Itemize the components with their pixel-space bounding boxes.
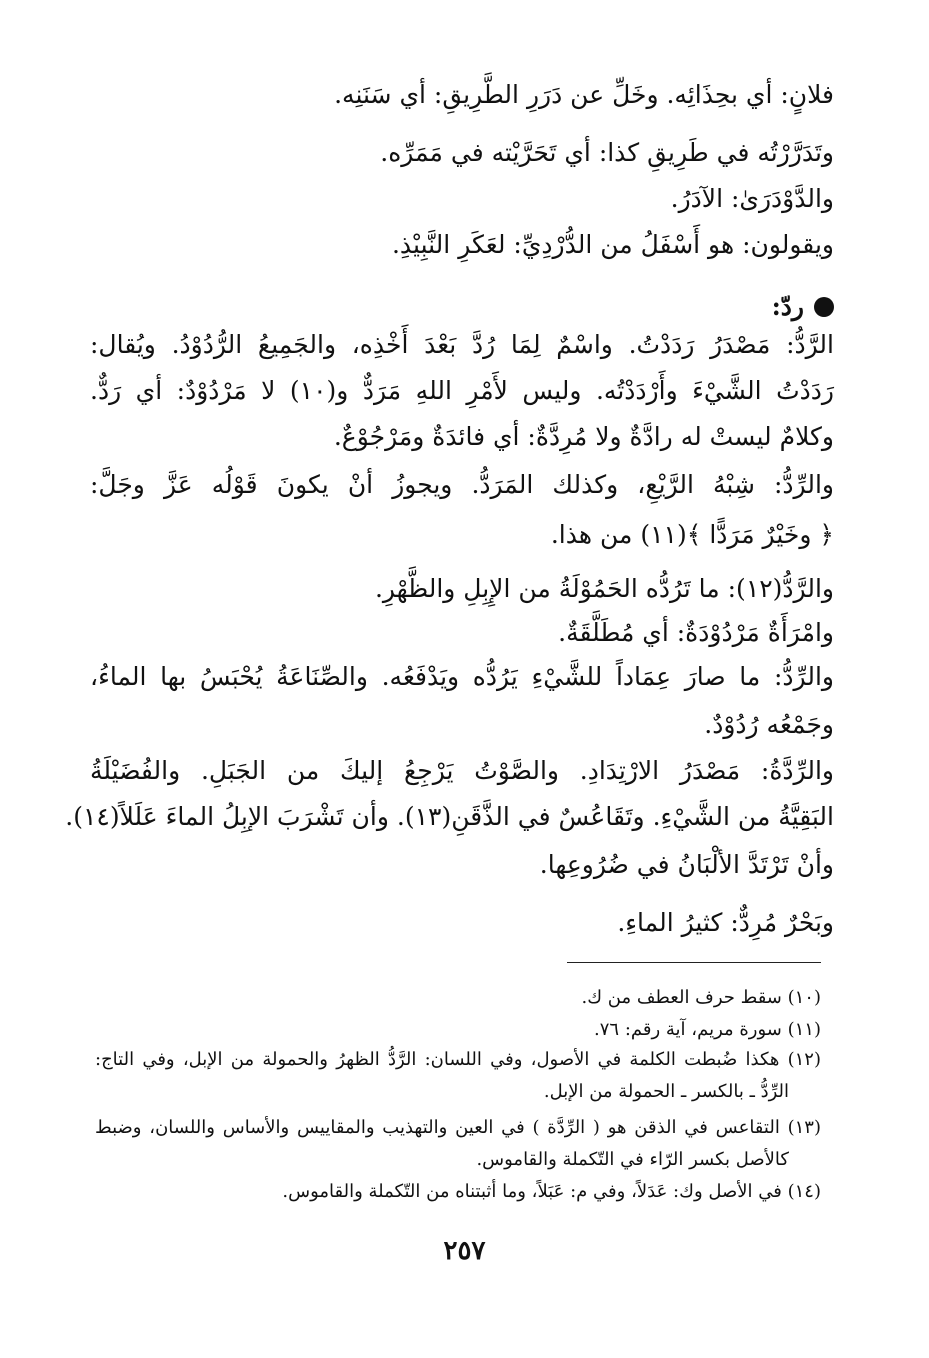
footnote-13: (١٣) التقاعس في الذقن هو ( الرِّدَّة ) في العين والتهذيب والمقاييس والأساس واللسان، وضبط — [95, 1117, 821, 1138]
entry-heading — [90, 290, 834, 324]
body-line-13: والرِّدُّ: ما صارَ عِمَاداً للشَّيْءِ يَرُدُّه ويَدْفَعُه. والصِّنَاعَةُ يُحْبَسُ بها الماءُ، — [90, 662, 834, 691]
body-line-1: فلانٍ: أي بحِذَائِه. وخَلِّ عن دَرَرِ الطَّرِيقِ: أي سَنَنِه. — [334, 80, 834, 109]
footnote-12-continued: الرِّدُّ ـ بالكسر ـ الحمولة من الإبل. — [543, 1081, 789, 1102]
footnote-11: (١١) سورة مريم، آية رقم: ٧٦. — [594, 1019, 821, 1040]
body-line-14: وجَمْعُه رُدُوْدٌ. — [704, 710, 834, 739]
body-line-11: والرَّدُّ(١٢): ما تَرُدُّه الحَمُوْلَةُ من الإِبِلِ والظَّهْرِ. — [374, 574, 834, 603]
body-line-7: رَدَدْتُ الشَّيْءَ وأَرْدَدْتُه. وليس لأَمْرِ اللهِ مَرَدٌّ و(١٠) لا مَرْدُوْدٌ: أي رَدٌّ. — [90, 376, 834, 405]
body-line-8: وكلامٌ ليستْ له رادَّةٌ ولا مُرِدَّةٌ: أي فائدَةٌ ومَرْجُوْعٌ. — [333, 422, 834, 451]
body-line-4: ويقولون: هو أَسْفَلُ من الدُّرْدِيِّ: لعَكَرِ النَّبِيْذِ. — [391, 230, 834, 259]
page-number: ٢٥٧ — [443, 1236, 486, 1266]
body-line-12: وامْرَأَةٌ مَرْدُوْدَةٌ: أي مُطَلَّقَةٌ. — [558, 618, 834, 647]
footnote-14: (١٤) في الأصل وك: عَدَلاً، وفي م: عَبَلاً، وما أثبتناه من التّكملة والقاموس. — [282, 1181, 821, 1202]
footnote-divider — [567, 962, 821, 963]
body-line-9: والرِّدُّ: شِبْهُ الرَّيْعِ، وكذلك المَرَدُّ. ويجوزُ أنْ يكونَ قَوْلُه عَزَّ وجَلَّ: — [90, 470, 834, 499]
entry-heading-label: ردّ: — [771, 292, 804, 321]
footnote-10: (١٠) سقط حرف العطف من ك. — [581, 987, 821, 1008]
bullet-icon — [814, 297, 834, 317]
body-line-17: وأنْ تَرْتَدَّ الألْبَانُ في ضُرُوعِها. — [539, 850, 834, 879]
body-line-6: الرَّدُّ: مَصْدَرُ رَدَدْتُ. واسْمٌ لِمَا رُدَّ بَعْدَ أَخْذِه، والجَمِيعُ الرُّدُوْدُ. ويُقال: — [90, 330, 834, 359]
body-line-15: والرِّدَّةُ: مَصْدَرُ الارْتِدَادِ. والصَّوْتُ يَرْجِعُ إليكَ من الجَبَلِ. والفُضَيْلَةُ — [90, 756, 834, 785]
body-line-2: وتَدَرَّرْتُه في طَرِيقِ كذا: أي تَحَرَّيْته في مَمَرِّه. — [380, 138, 834, 167]
body-line-10: ﴿ وخَيْرٌ مَرَدًّا ﴾(١١) من هذا. — [550, 520, 834, 549]
footnote-12: (١٢) هكذا ضُبطت الكلمة في الأصول، وفي اللسان: الرَّدُّ الظهرُ والحمولة من الإبل، وفي التاج: — [95, 1049, 821, 1070]
footnote-13-continued: كالأصل بكسر الرّاء في التّكملة والقاموس. — [476, 1149, 789, 1170]
body-line-16: البَقِيَّةُ من الشَّيْءِ. وتَقَاعُسٌ في الذَّقَنِ(١٣). وأن تَشْرَبَ الإبِلُ الماءَ عَلَلاً(١٤). — [65, 802, 834, 831]
body-line-3: والدَّوْدَرَىٰ: الآدَرُ. — [670, 184, 834, 213]
body-line-18: وبَحْرٌ مُرِدٌّ: كثيرُ الماءِ. — [617, 908, 834, 937]
